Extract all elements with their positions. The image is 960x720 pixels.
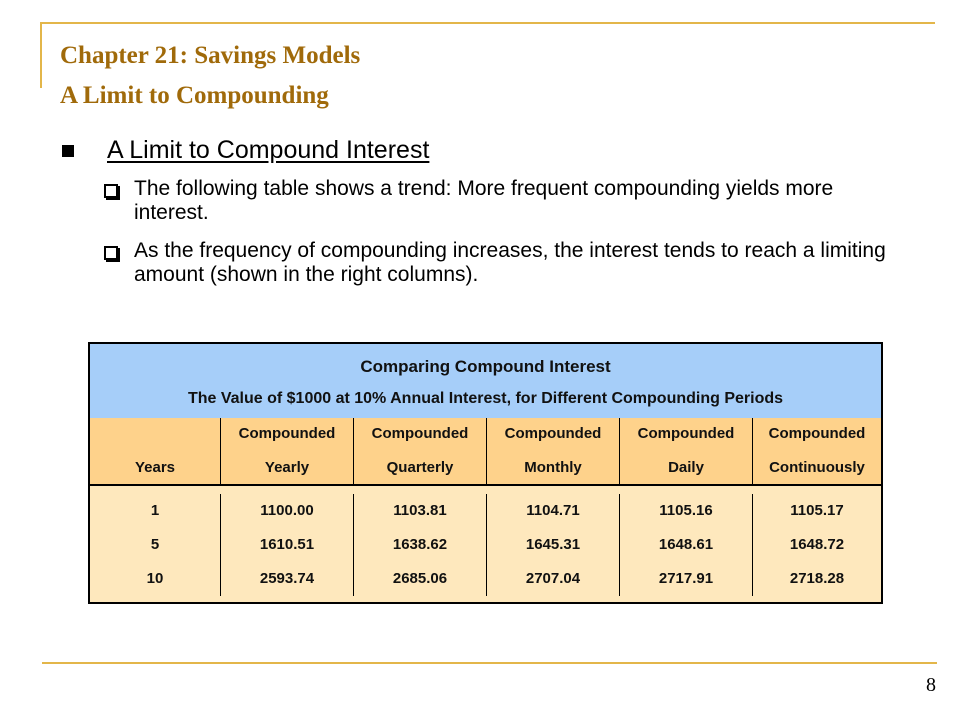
slide-subtitle: A Limit to Compounding bbox=[60, 82, 329, 109]
table-cell: 2707.04 bbox=[486, 562, 619, 596]
table-cell: 2685.06 bbox=[353, 562, 486, 596]
table-cell: 2593.74 bbox=[220, 562, 353, 596]
column-header: Years bbox=[134, 459, 176, 476]
table-cell: 10 bbox=[146, 570, 164, 587]
sub-bullet-text: As the frequency of compounding increases, the interest tends to reach a limiting amount (shown in the right columns). bbox=[134, 239, 886, 286]
table-body bbox=[90, 484, 881, 602]
slide-title: Chapter 21: Savings Models bbox=[60, 42, 361, 69]
table-header bbox=[90, 344, 881, 418]
square-bullet-icon bbox=[62, 145, 74, 157]
table-cell: 1638.62 bbox=[353, 528, 486, 562]
table-cell: 1104.71 bbox=[486, 494, 619, 528]
table-row bbox=[90, 494, 881, 528]
table-cell: 1648.61 bbox=[619, 528, 752, 562]
table-cell: 1100.00 bbox=[220, 494, 353, 528]
table-cell: 5 bbox=[150, 536, 160, 553]
bullet-heading: A Limit to Compound Interest bbox=[107, 136, 430, 164]
sub-bullet bbox=[104, 177, 904, 225]
table-cell: 1 bbox=[150, 502, 160, 519]
table-cell: 1105.16 bbox=[619, 494, 752, 528]
table-cell: 2718.28 bbox=[752, 562, 881, 596]
main-bullet bbox=[62, 136, 429, 165]
column-header-row bbox=[90, 418, 881, 484]
checkbox-bullet-icon bbox=[104, 184, 118, 198]
table-subtitle: The Value of $1000 at 10% Annual Interest, for Different Compounding Periods bbox=[187, 390, 784, 407]
compound-interest-table bbox=[88, 342, 883, 604]
table-cell: 1103.81 bbox=[353, 494, 486, 528]
top-rule bbox=[40, 22, 935, 24]
checkbox-bullet-icon bbox=[104, 246, 118, 260]
table-title: Comparing Compound Interest bbox=[360, 357, 611, 376]
table-cell: 1105.17 bbox=[752, 494, 881, 528]
page-number: 8 bbox=[926, 674, 936, 696]
table-cell: 1610.51 bbox=[220, 528, 353, 562]
table-row bbox=[90, 562, 881, 596]
column-header: Compounded Quarterly bbox=[353, 418, 486, 484]
column-header: Compounded Yearly bbox=[220, 418, 353, 484]
column-header: Compounded Continuously bbox=[752, 418, 881, 484]
bottom-rule bbox=[42, 662, 937, 664]
table-cell: 2717.91 bbox=[619, 562, 752, 596]
table-row bbox=[90, 528, 881, 562]
column-header: Compounded Monthly bbox=[486, 418, 619, 484]
table-cell: 1645.31 bbox=[486, 528, 619, 562]
left-rule bbox=[40, 22, 42, 88]
sub-bullet-text: The following table shows a trend: More frequent compounding yields more interest. bbox=[134, 177, 834, 224]
column-header: Compounded Daily bbox=[619, 418, 752, 484]
table-cell: 1648.72 bbox=[752, 528, 881, 562]
sub-bullet bbox=[104, 239, 904, 287]
